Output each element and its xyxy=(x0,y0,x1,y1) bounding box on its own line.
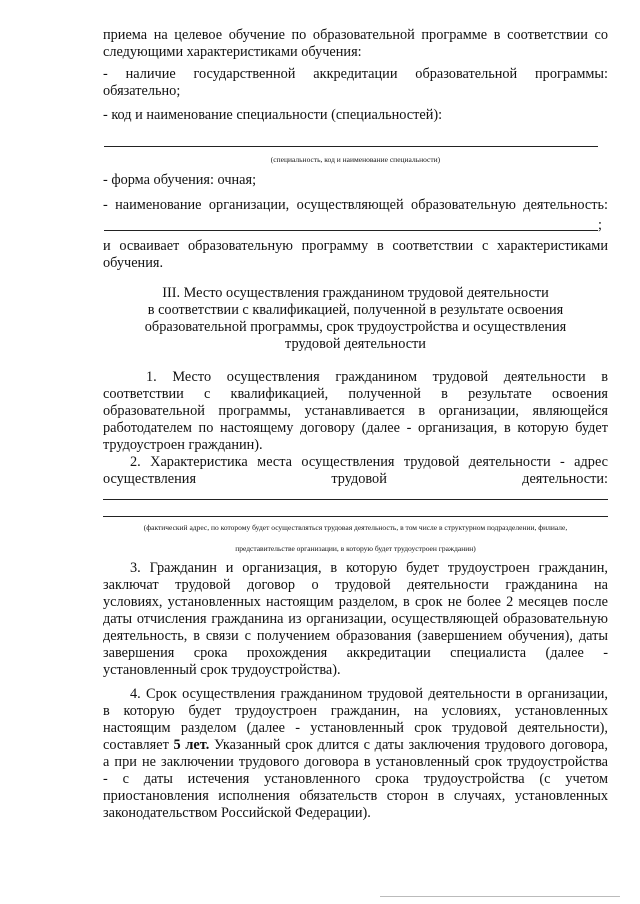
section-heading-line-4: трудовой деятельности xyxy=(285,336,426,352)
p4-line-8: законодательством Российской Федерации). xyxy=(103,805,371,821)
p3-line-1: 3. Гражданин и организация, в которую будет трудоустроен гражданин, xyxy=(130,560,608,576)
p4-line-5: а при не заключении трудового договора в установленный срок трудоустройства xyxy=(103,754,608,770)
p4-line-7: приостановления исполнения обязательств сторон в случаях, установленных xyxy=(103,788,608,804)
specialty-blank-line xyxy=(104,146,598,147)
address-blank-line-1 xyxy=(103,499,608,500)
mastering-line-1: и осваивает образовательную программу в соответствии с характеристиками xyxy=(103,238,608,254)
p3-line-5: деятельность, в связи с получением образования (завершением обучения), даты xyxy=(103,628,608,644)
p3-line-6: завершения срока прохождения аккредитации специалиста (далее - xyxy=(103,645,608,661)
p4-line-4 xyxy=(103,737,608,754)
study-form-line: - форма обучения: очная; xyxy=(103,172,257,188)
p2-line-2: осуществления трудовой деятельности: xyxy=(103,471,608,487)
intro-line-2: следующими характеристиками обучения: xyxy=(103,44,362,60)
accreditation-line-2: обязательно; xyxy=(103,83,181,99)
organization-line-1: - наименование организации, осуществляющей образовательную деятельность: xyxy=(103,197,608,213)
address-caption-1: (фактический адрес, по которому будет осуществляться трудовая деятельность, в том числе в структурном подразделении, филиале, xyxy=(143,523,568,532)
footer-separator xyxy=(380,896,620,897)
p4-line-2: в которую будет трудоустроен гражданин, на условиях, установленных xyxy=(103,703,608,719)
p3-line-2: заключат трудовой договор о трудовой деятельности гражданина на xyxy=(103,577,608,593)
mastering-line-2: обучения. xyxy=(103,255,164,271)
p4-line-3: настоящим разделом (далее - установленный срок трудовой деятельности), xyxy=(103,720,608,736)
p4-post-text: Указанный срок длится с даты заключения трудового договора, xyxy=(209,737,608,753)
p3-line-7: установленный срок трудоустройства). xyxy=(103,662,341,678)
section-heading-line-1: III. Место осуществления гражданином трудовой деятельности xyxy=(162,285,549,301)
organization-blank-line xyxy=(104,230,598,231)
section-heading-line-2: в соответствии с квалификацией, полученной в результате освоения xyxy=(147,302,564,318)
specialty-line: - код и наименование специальности (специальностей): xyxy=(103,107,443,123)
p4-pre-text: составляет xyxy=(103,737,174,753)
p4-line-6: - с даты истечения установленного срока трудоустройства (с учетом xyxy=(103,771,608,787)
address-caption-2: представительстве организации, в которую будет трудоустроен гражданин) xyxy=(235,544,476,553)
organization-line-end: ; xyxy=(598,217,602,233)
p1-line-4: работодателем по настоящему договору (далее - организация, в которую будет xyxy=(103,420,608,436)
specialty-caption: (специальность, код и наименование специальности) xyxy=(270,155,441,164)
p1-line-3: образовательной программы, устанавливается в организации, являющейся xyxy=(103,403,608,419)
intro-line-1: приема на целевое обучение по образовательной программе в соответствии со xyxy=(103,27,608,43)
address-blank-line-2 xyxy=(103,516,608,517)
p3-line-3: условиях, установленных настоящим разделом, в срок не более 2 месяцев после xyxy=(103,594,608,610)
p4-term-bold: 5 лет. xyxy=(173,737,210,753)
p1-line-1: 1. Место осуществления гражданином трудовой деятельности в xyxy=(146,369,608,385)
p4-line-1: 4. Срок осуществления гражданином трудовой деятельности в организации, xyxy=(130,686,608,702)
p3-line-4: даты отчисления гражданина из организации, осуществляющей образовательную xyxy=(103,611,608,627)
p2-line-1: 2. Характеристика места осуществления трудовой деятельности - адрес xyxy=(130,454,608,470)
p1-line-5: трудоустроен гражданин). xyxy=(103,437,263,453)
section-heading-line-3: образовательной программы, срок трудоустройства и осуществления xyxy=(144,319,567,335)
accreditation-line-1: - наличие государственной аккредитации образовательной программы: xyxy=(103,66,608,82)
p1-line-2: соответствии с квалификацией, полученной в результате освоения xyxy=(103,386,608,402)
